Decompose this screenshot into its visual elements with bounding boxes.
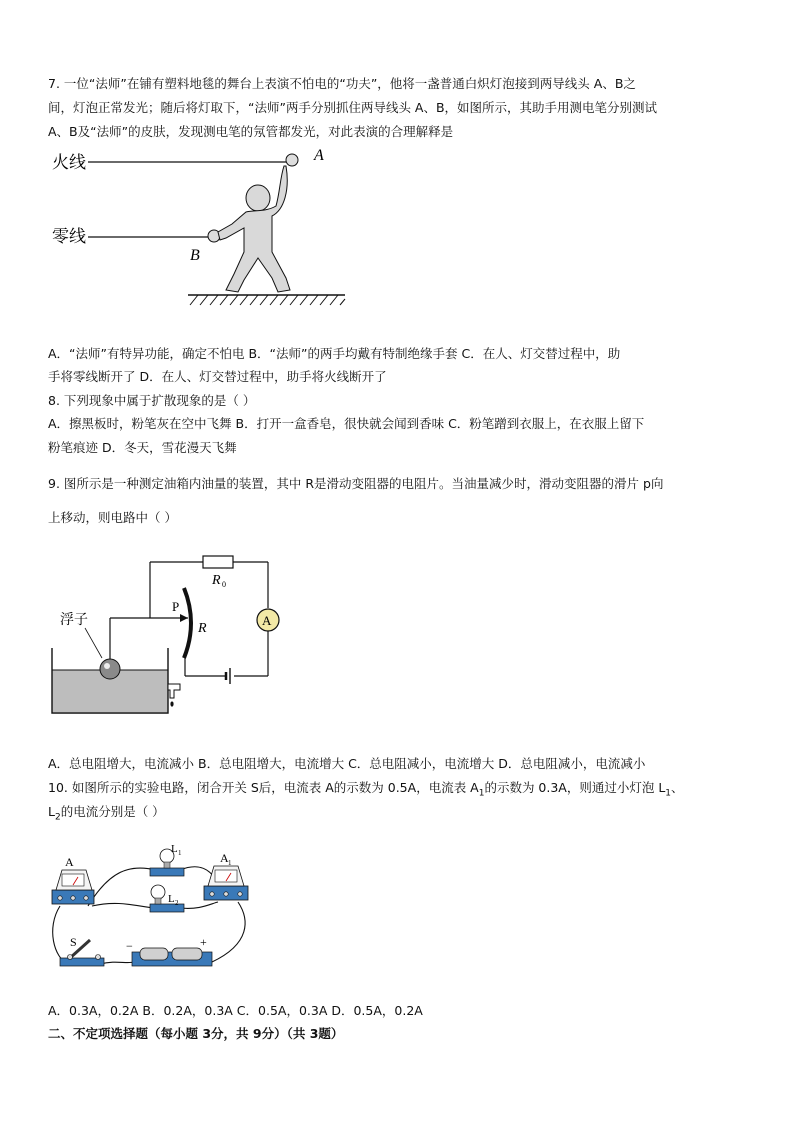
ammeter-a1-label: A — [220, 851, 229, 865]
q10-stem-line1 — [48, 780, 684, 802]
lamp-l1-subscript: 1 — [178, 849, 182, 857]
q10-a1-sub: 1 — [478, 788, 485, 799]
q7-options-line2: 手将零线断开了 D．在人、灯交替过程中，助手将火线断开了 — [48, 369, 387, 384]
q10-l2-sub: 2 — [54, 812, 61, 823]
r0-label: R — [212, 573, 221, 588]
q10-stem-part3: 、 — [671, 780, 684, 795]
neutral-wire-label: 零线 — [52, 227, 86, 246]
live-wire-label: 火线 — [52, 153, 86, 172]
battery-plus: + — [200, 935, 207, 949]
resistor-r0 — [203, 556, 233, 568]
q9-stem-line1: 9. 图所示是一种测定油箱内油量的装置，其中 R是滑动变阻器的电阻片。当油量减少时，滑动变阻器的滑片 p向 — [48, 476, 664, 491]
q10-l1-sub: 1 — [665, 788, 672, 799]
switch-s — [60, 940, 104, 966]
switch-s-label: S — [70, 935, 77, 949]
slider-resistor-r — [184, 588, 191, 658]
q7-stem-line1: 7. 一位“法师”在铺有塑料地毯的舞台上表演不怕电的“功夫”，他将一盏普通白炽灯泡接到两导线头 A、B之 — [48, 76, 636, 91]
q8-options-line1: A．擦黑板时，粉笔灰在空中飞舞 B．打开一盒香皂，很快就会闻到香味 C．粉笔蹭到衣服上，在衣服上留下 — [48, 416, 645, 431]
floor-hatch — [190, 295, 345, 305]
ammeter-a1-subscript: 1 — [228, 859, 232, 867]
battery — [132, 948, 212, 966]
p-label: P — [172, 599, 180, 614]
q7-options-line1: A．“法师”有特异功能，确定不怕电 B．“法师”的两手均戴有特制绝缘手套 C．在人、灯交替过程中，助 — [48, 346, 621, 361]
float-label: 浮子 — [60, 613, 88, 628]
ammeter-a1 — [204, 866, 248, 900]
lamp-l2 — [150, 885, 184, 912]
lamp-l1-label: L — [171, 843, 178, 855]
q10-stem-line2 — [48, 804, 165, 826]
label-a: A — [314, 147, 324, 164]
ammeter-a — [52, 870, 94, 904]
label-b: B — [190, 247, 200, 264]
r-label: R — [198, 621, 207, 636]
q8-stem: 8. 下列现象中属于扩散现象的是（ ） — [48, 393, 256, 408]
wire-end-a — [286, 154, 298, 166]
section2-title: 二、不定项选择题（每小题 3分，共 9分）（共 3题） — [48, 1026, 344, 1041]
q7-stem-line3: A、B及“法师”的皮肤，发现测电笔的氖管都发光，对此表演的合理解释是 — [48, 124, 454, 139]
q10-stem-part4: 的电流分别是（ ） — [60, 804, 165, 819]
battery-minus: − — [126, 939, 133, 953]
q7-stem-line2: 间，灯泡正常发光；随后将灯取下，“法师”两手分别抓住两导线头 A、B，如图所示，其助手用测电笔分别测试 — [48, 100, 658, 115]
ammeter-label: A — [262, 613, 272, 628]
q8-options-line2: 粉笔痕迹 D．冬天，雪花漫天飞舞 — [48, 440, 237, 455]
q9-options: A．总电阻增大，电流减小 B．总电阻增大，电流增大 C．总电阻减小，电流增大 D．总电阻减小，电流减小 — [48, 756, 646, 771]
drain-tap — [168, 684, 180, 698]
q10-figure-circuit — [40, 840, 270, 980]
r0-subscript: 0 — [222, 580, 226, 589]
ammeter-a-label: A — [65, 855, 74, 869]
lamp-l2-label: L — [168, 893, 175, 905]
lamp-l2-subscript: 2 — [175, 899, 179, 907]
q10-l2-letter: L — [48, 804, 55, 819]
q7-figure-performer — [40, 140, 370, 315]
q9-figure-oil-gauge — [40, 548, 290, 723]
q10-stem-part1: 10. 如图所示的实验电路，闭合开关 S后，电流表 A的示数为 0.5A，电流表 A — [48, 780, 479, 795]
q10-stem-part2: 的示数为 0.3A，则通过小灯泡 L — [484, 780, 666, 795]
float-ball — [100, 659, 120, 679]
q10-options: A．0.3A，0.2A B．0.2A，0.3A C．0.5A，0.3A D．0.5A，0.2A — [48, 1003, 423, 1018]
performer-figure — [218, 166, 290, 292]
q9-stem-line2: 上移动，则电路中（ ） — [48, 510, 177, 525]
